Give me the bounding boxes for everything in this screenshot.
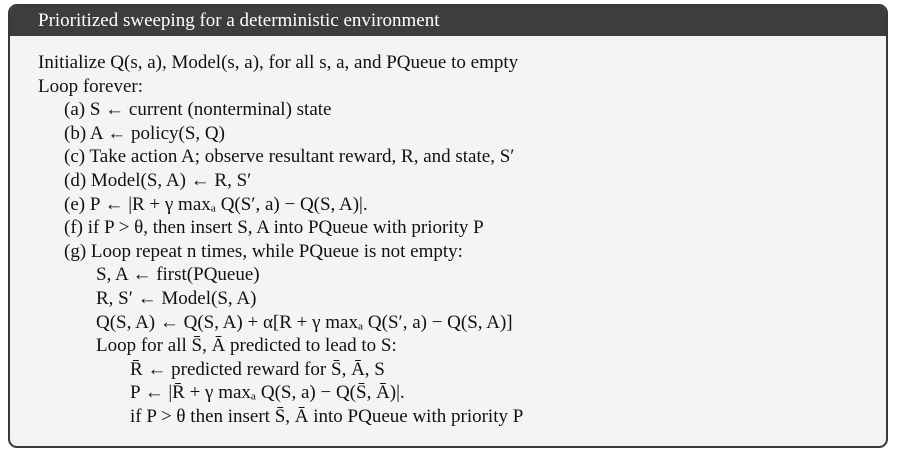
step-c: (c) Take action A; observe resultant reward, R, and state, S′: [64, 146, 515, 168]
step-g-q-update: Q(S, A) ← Q(S, A) + α[R + γ maxₐ Q(S′, a) − Q(S, A)]: [96, 311, 513, 333]
step-g-priority: P ← |R̄ + γ maxₐ Q(S, a) − Q(S̄, Ā)|.: [130, 382, 405, 404]
step-g-insert: if P > θ then insert S̄, Ā into PQueue with priority P: [130, 405, 524, 427]
step-g-predecessor-loop: Loop for all S̄, Ā predicted to lead to S:: [96, 335, 397, 357]
algorithm-title: Prioritized sweeping for a deterministic environment: [10, 6, 886, 36]
step-g-first: S, A ← first(PQueue): [96, 264, 260, 286]
step-a: (a) S ← current (nonterminal) state: [64, 99, 332, 121]
step-g-predicted-reward: R̄ ← predicted reward for S̄, Ā, S: [130, 358, 385, 380]
step-g-model: R, S′ ← Model(S, A): [96, 287, 257, 309]
algorithm-box: [8, 4, 888, 448]
algorithm-body: [38, 51, 876, 429]
step-e: (e) P ← |R + γ maxₐ Q(S′, a) − Q(S, A)|.: [64, 193, 368, 215]
step-g: (g) Loop repeat n times, while PQueue is not empty:: [64, 240, 463, 262]
step-b: (b) A ← policy(S, Q): [64, 122, 225, 144]
step-f: (f) if P > θ, then insert S, A into PQueue with priority P: [64, 217, 484, 239]
line-initialize: Initialize Q(s, a), Model(s, a), for all s, a, and PQueue to empty: [38, 52, 519, 73]
line-loop-forever: Loop forever:: [38, 75, 143, 97]
step-d: (d) Model(S, A) ← R, S′: [64, 169, 252, 191]
